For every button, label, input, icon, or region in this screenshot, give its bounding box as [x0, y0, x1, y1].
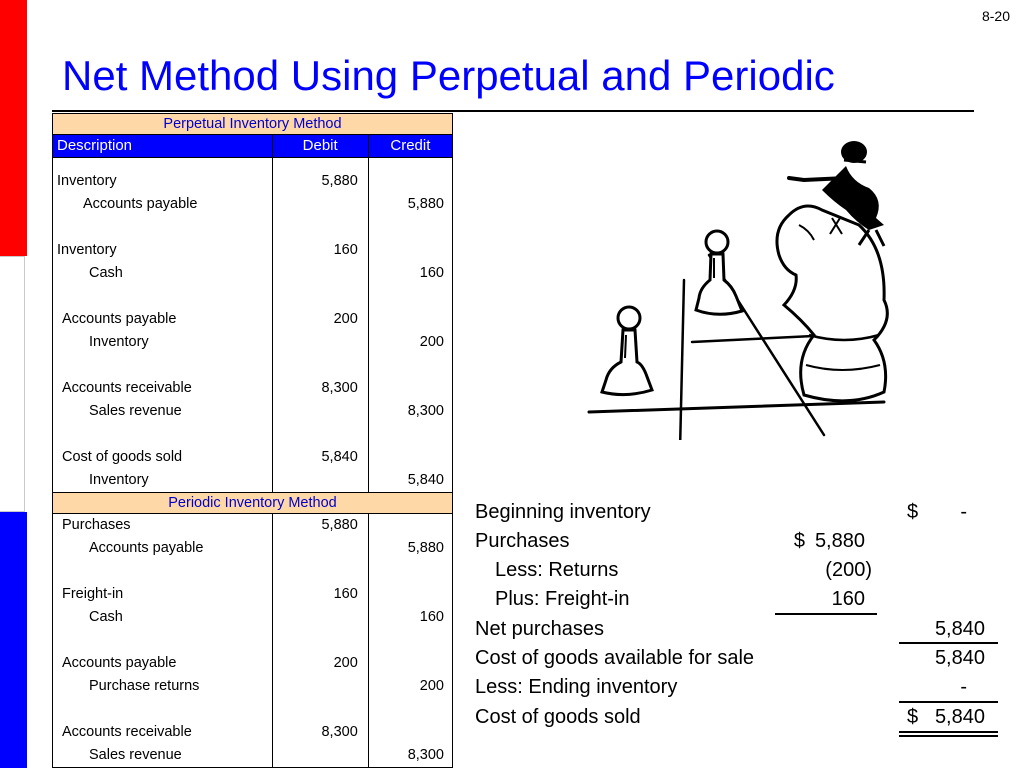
credit-amount: 5,840 — [368, 469, 452, 493]
debit-amount: 5,880 — [272, 170, 368, 193]
summary-dollar: $ — [907, 501, 919, 523]
knight-icon — [777, 206, 887, 401]
table-row — [53, 721, 453, 744]
credit-amount: 5,880 — [368, 193, 452, 216]
column-header-row — [53, 135, 453, 158]
slide-title: Net Method Using Perpetual and Periodic — [62, 52, 835, 99]
debit-account: Cost of goods sold — [53, 446, 273, 469]
summary-label: Net purchases — [475, 618, 604, 640]
side-bar-white — [0, 256, 25, 512]
summary-value: 160 — [831, 588, 865, 610]
table-row — [53, 377, 453, 400]
table-row — [53, 744, 453, 768]
perpetual-header-label: Perpetual Inventory Method — [53, 114, 453, 135]
journal-table — [52, 113, 453, 768]
credit-account: Accounts payable — [53, 537, 273, 560]
table-row — [53, 537, 453, 560]
debit-account: Purchases — [53, 514, 273, 538]
credit-account: Sales revenue — [53, 744, 273, 768]
title-underline — [52, 110, 974, 112]
debit-amount: 160 — [272, 583, 368, 606]
debit-amount: 8,300 — [272, 377, 368, 400]
summary-dollar: $ — [793, 530, 805, 552]
table-row — [53, 331, 453, 354]
credit-amount: 200 — [368, 331, 452, 354]
table-row — [53, 469, 453, 493]
summary-label: Purchases — [475, 530, 570, 552]
credit-amount: 8,300 — [368, 744, 452, 768]
periodic-header-label: Periodic Inventory Method — [53, 493, 453, 514]
credit-amount: 5,880 — [368, 537, 452, 560]
summary-value: (200) — [825, 559, 872, 581]
credit-amount: 200 — [368, 675, 452, 698]
summary-value: 5,880 — [814, 530, 865, 552]
pawn-left-icon — [602, 307, 652, 395]
debit-amount: 8,300 — [272, 721, 368, 744]
subtotal-underline — [775, 613, 877, 615]
cogs-double-underline-top — [899, 731, 998, 733]
page-number: 8-20 — [981, 8, 1010, 24]
credit-amount: 160 — [368, 262, 452, 285]
summary-value: 5,840 — [934, 706, 985, 728]
table-row — [53, 239, 453, 262]
chess-illustration — [584, 130, 904, 440]
debit-account: Accounts payable — [53, 652, 273, 675]
debit-amount: 5,880 — [272, 514, 368, 538]
debit-account: Accounts payable — [53, 308, 273, 331]
cogs-double-underline-bottom — [899, 735, 998, 737]
summary-value: 5,840 — [934, 647, 985, 669]
credit-account: Purchase returns — [53, 675, 273, 698]
summary-value: - — [960, 676, 967, 698]
summary-value: - — [960, 501, 967, 523]
side-bar-red — [0, 0, 27, 256]
table-row — [53, 675, 453, 698]
summary-label: Cost of goods available for sale — [475, 647, 755, 669]
table-row — [53, 514, 453, 538]
table-row — [53, 446, 453, 469]
debit-account: Accounts receivable — [53, 721, 273, 744]
debit-account: Inventory — [53, 239, 273, 262]
summary-label: Less: Ending inventory — [475, 676, 678, 698]
col-header-description: Description — [53, 135, 273, 158]
credit-account: Sales revenue — [53, 400, 273, 423]
credit-account: Inventory — [53, 469, 273, 493]
side-bar-blue — [0, 512, 27, 768]
pawn-middle-icon — [696, 231, 742, 314]
table-row — [53, 400, 453, 423]
credit-account: Cash — [53, 606, 273, 629]
credit-amount: 160 — [368, 606, 452, 629]
debit-account: Freight-in — [53, 583, 273, 606]
table-row — [53, 583, 453, 606]
credit-amount: 8,300 — [368, 400, 452, 423]
table-row — [53, 193, 453, 216]
col-header-debit: Debit — [272, 135, 368, 158]
table-row — [53, 170, 453, 193]
table-row — [53, 308, 453, 331]
debit-amount: 160 — [272, 239, 368, 262]
summary-label: Less: Returns — [495, 559, 619, 581]
periodic-section-header — [53, 493, 453, 514]
summary-label: Beginning inventory — [475, 501, 651, 523]
credit-account: Cash — [53, 262, 273, 285]
summary-label: Cost of goods sold — [475, 706, 641, 728]
debit-account: Accounts receivable — [53, 377, 273, 400]
col-header-credit: Credit — [368, 135, 452, 158]
debit-account: Inventory — [53, 170, 273, 193]
debit-amount: 5,840 — [272, 446, 368, 469]
credit-account: Accounts payable — [53, 193, 273, 216]
debit-amount: 200 — [272, 652, 368, 675]
table-row — [53, 606, 453, 629]
summary-value: 5,840 — [934, 618, 985, 640]
table-row — [53, 262, 453, 285]
credit-account: Inventory — [53, 331, 273, 354]
summary-label: Plus: Freight-in — [495, 588, 630, 610]
table-row — [53, 652, 453, 675]
debit-amount: 200 — [272, 308, 368, 331]
summary-dollar: $ — [907, 706, 919, 728]
perpetual-section-header — [53, 114, 453, 135]
